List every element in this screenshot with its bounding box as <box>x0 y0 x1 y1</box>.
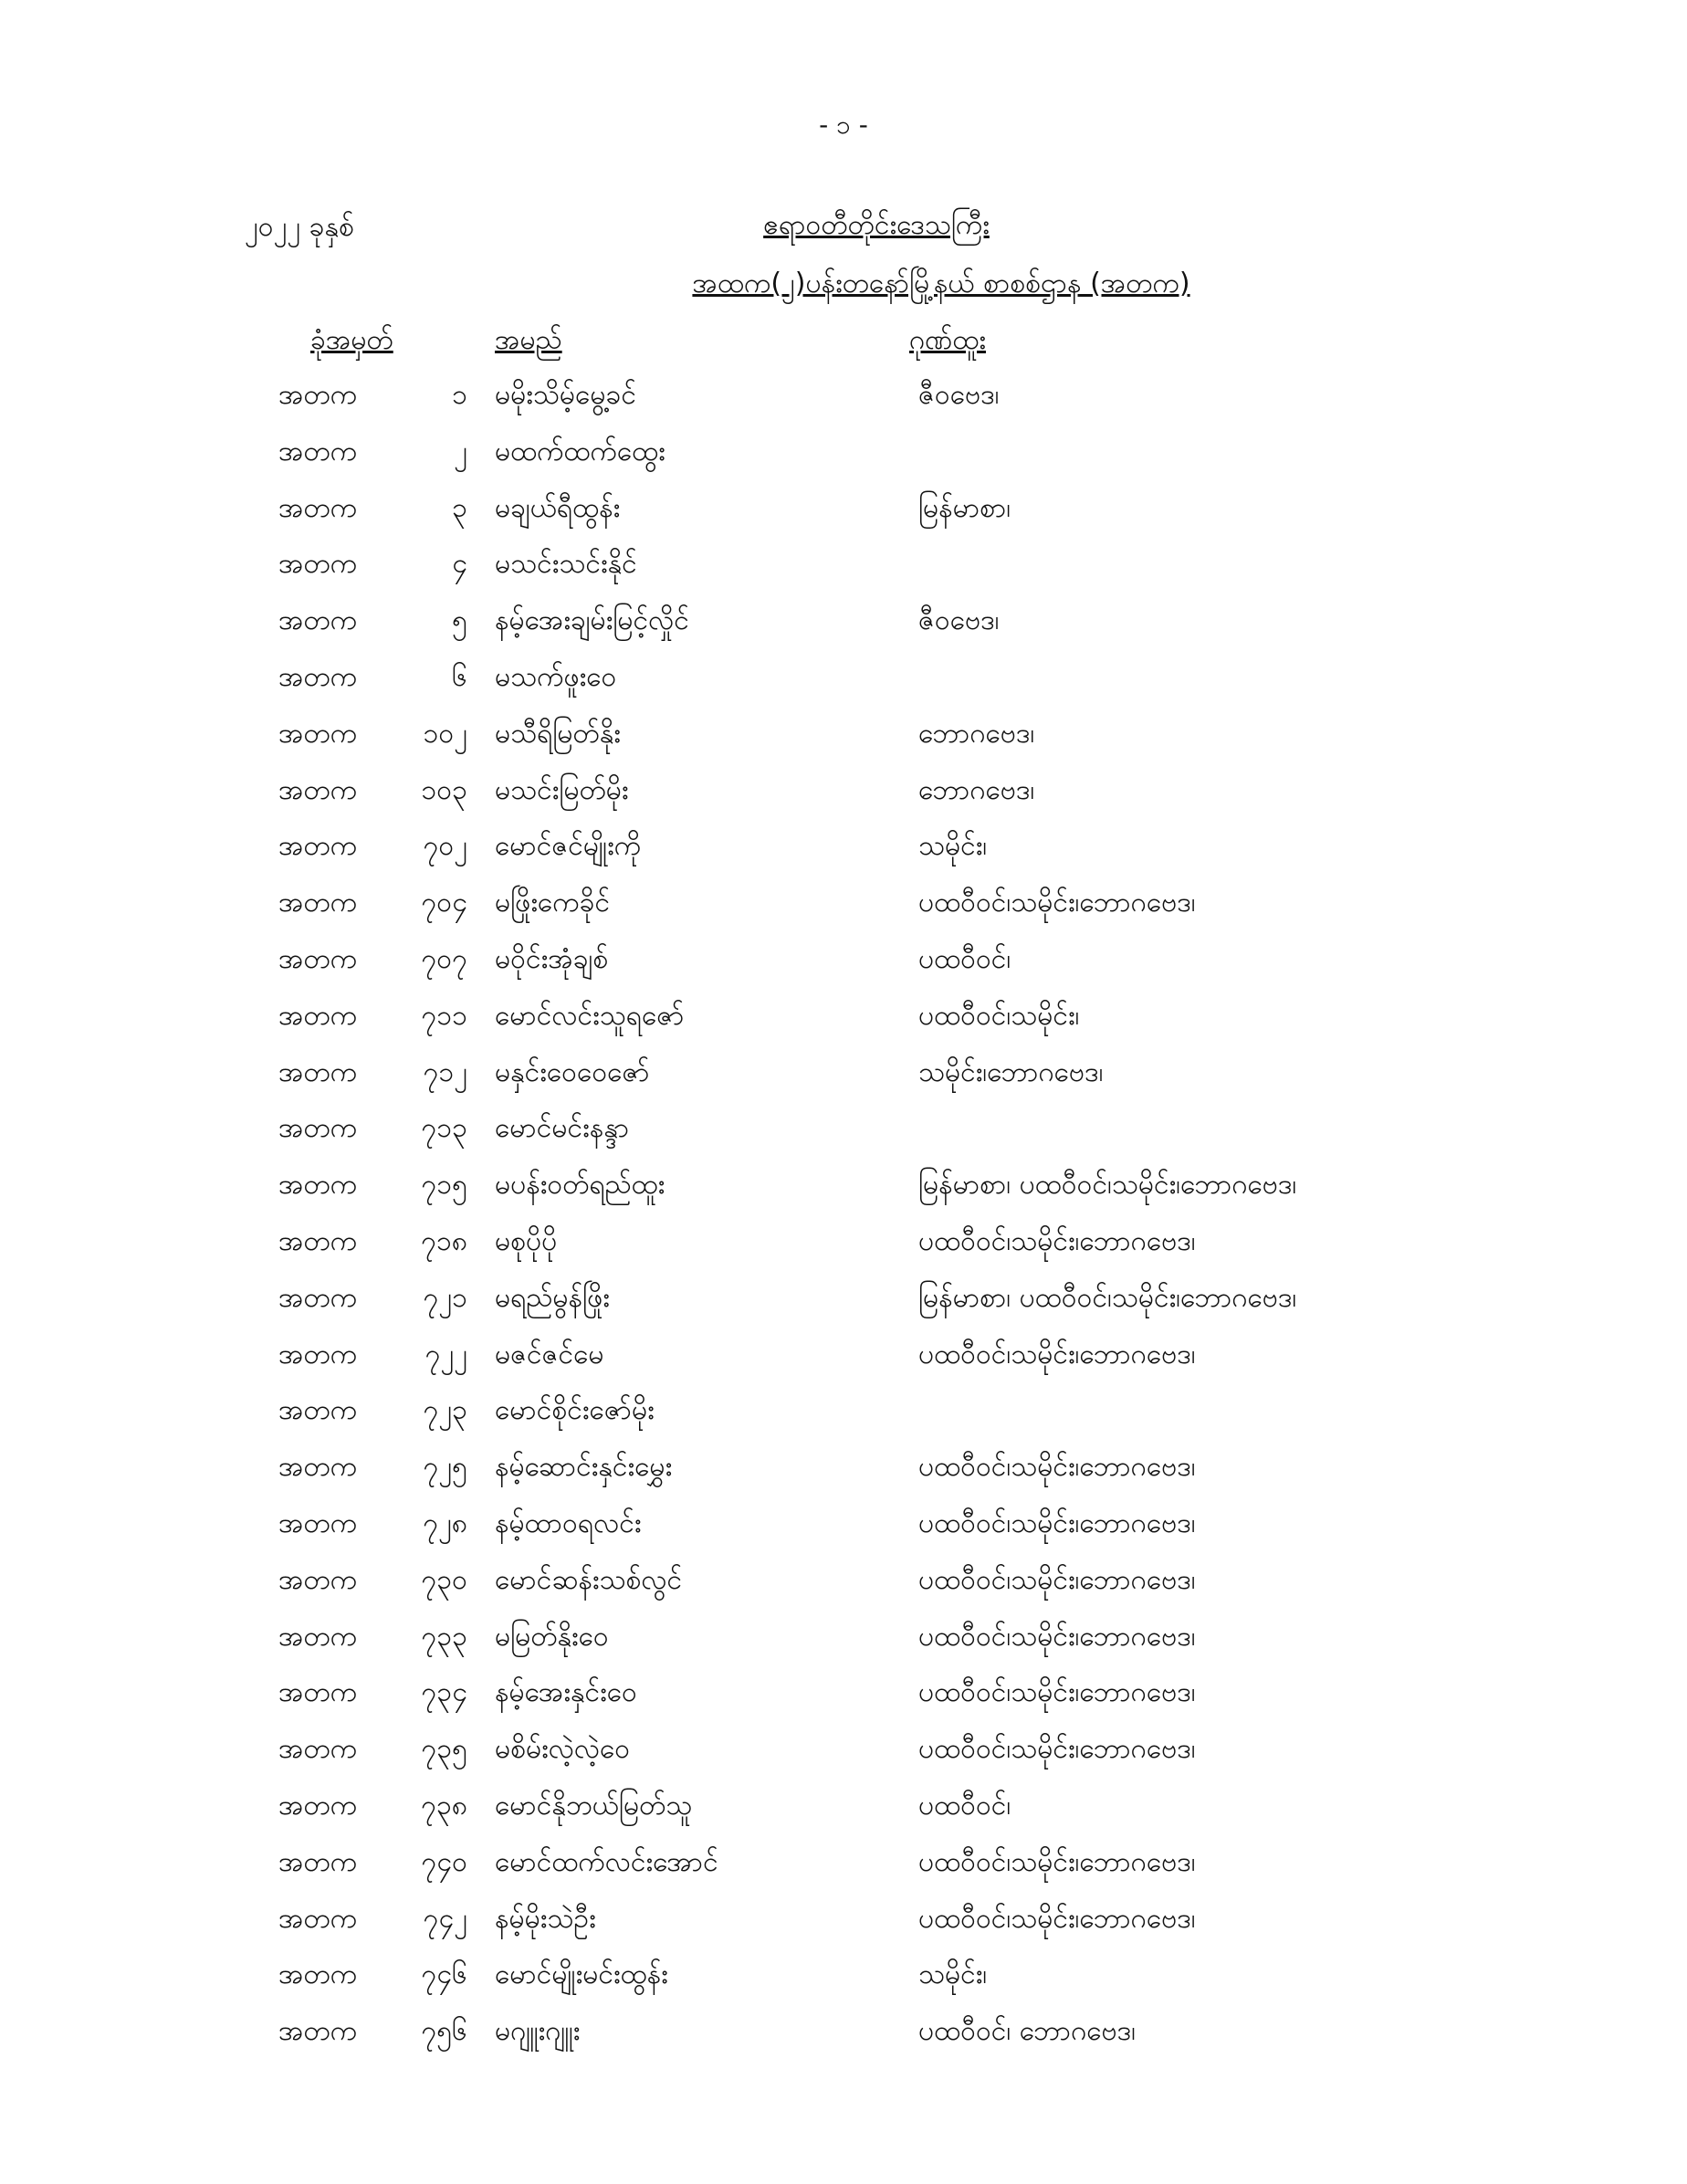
student-name: မောင်မင်းနန္ဒာ <box>495 1112 630 1145</box>
distinction-subjects: ပထဝီဝင်၊သမိုင်း၊ဘောဂဗေဒ၊ <box>918 1733 1196 1766</box>
student-name: မသင်းသင်းနိုင် <box>495 548 637 581</box>
roll-prefix: အတက <box>278 2015 358 2048</box>
table-row <box>0 1956 1687 2012</box>
roll-prefix: အတက <box>278 1112 358 1145</box>
roll-prefix: အတက <box>278 1394 358 1427</box>
distinction-subjects: သမိုင်း၊ <box>918 1958 988 1991</box>
roll-number: ၂ <box>454 435 467 467</box>
distinction-subjects: ပထဝီဝင်၊သမိုင်း၊ဘောဂဗေဒ၊ <box>918 1845 1196 1878</box>
table-row <box>0 772 1687 828</box>
student-name: မောင်ဇင်မျိုးကို <box>495 830 642 863</box>
roll-number: ၇၃၀ <box>421 1563 467 1596</box>
table-row <box>0 1391 1687 1448</box>
roll-number: ၇၃၅ <box>421 1733 467 1766</box>
distinction-subjects: သမိုင်း၊ <box>918 830 988 863</box>
roll-number: ၇၂၁ <box>423 1281 467 1314</box>
student-name: မသီရိမြတ်နိုး <box>495 717 621 750</box>
roll-number: ၇၁၈ <box>421 1224 467 1257</box>
roll-prefix: အတက <box>278 1733 358 1766</box>
student-name: မောင်နိုဘယ်မြတ်သူ <box>495 1789 693 1822</box>
table-row <box>0 1561 1687 1618</box>
table-row <box>0 489 1687 546</box>
distinction-subjects: ပထဝီဝင်၊သမိုင်း၊ဘောဂဗေဒ၊ <box>918 1563 1196 1596</box>
roll-prefix: အတက <box>278 1789 358 1822</box>
roll-prefix: အတက <box>278 942 358 975</box>
roll-prefix: အတက <box>278 1507 358 1539</box>
roll-prefix: အတက <box>278 1845 358 1878</box>
roll-number: ၇၃၃ <box>421 1620 467 1653</box>
roll-prefix: အတက <box>278 1055 358 1088</box>
page-number: - ၁ - <box>819 110 868 140</box>
results-list <box>0 376 1687 2069</box>
column-headers <box>0 321 1687 367</box>
roll-prefix: အတက <box>278 830 358 863</box>
table-row <box>0 940 1687 997</box>
distinction-subjects: ပထဝီဝင်၊သမိုင်း၊ဘောဂဗေဒ၊ <box>918 1224 1196 1257</box>
roll-number: ၇၁၂ <box>423 1055 467 1088</box>
student-name: မစိမ်းလဲ့လဲ့ဝေ <box>495 1733 631 1766</box>
distinction-subjects: ပထဝီဝင်၊သမိုင်း၊ဘောဂဗေဒ၊ <box>918 887 1196 919</box>
roll-prefix: အတက <box>278 491 358 524</box>
table-row <box>0 2012 1687 2069</box>
roll-number: ၇၀၄ <box>421 887 467 919</box>
table-row <box>0 1787 1687 1843</box>
roll-number: ၁၀၂ <box>423 717 467 750</box>
student-name: မချယ်ရီထွန်း <box>495 491 621 524</box>
distinction-subjects: ပထဝီဝင်၊သမိုင်း၊ဘောဂဗေဒ၊ <box>918 1676 1196 1709</box>
student-name: မမြတ်နိုးဝေ <box>495 1620 609 1653</box>
student-name: မမိုးသိမ့်မွေ့ခင် <box>495 379 636 411</box>
roll-prefix: အတက <box>278 1563 358 1596</box>
roll-prefix: အတက <box>278 999 358 1032</box>
student-name: မဝိုင်းအုံချစ် <box>495 942 609 975</box>
roll-number: ၇၃၈ <box>421 1789 467 1822</box>
table-row <box>0 1674 1687 1730</box>
roll-number: ၇၁၁ <box>421 999 467 1032</box>
student-name: မပန်းဝတ်ရည်ထူး <box>495 1169 665 1202</box>
table-row <box>0 545 1687 602</box>
table-row <box>0 1166 1687 1223</box>
distinction-subjects: ဇီဝဗေဒ၊ <box>918 379 1000 411</box>
roll-number: ၇၂၂ <box>424 1338 467 1370</box>
distinction-subjects: ဘောဂဗေဒ၊ <box>918 717 1035 750</box>
roll-prefix: အတက <box>278 548 358 581</box>
table-row <box>0 1730 1687 1787</box>
student-name: မဂျူးဂျူး <box>495 2015 581 2048</box>
distinction-subjects: မြန်မာစာ၊ <box>918 491 1011 524</box>
table-row <box>0 715 1687 772</box>
distinction-subjects: ဇီဝဗေဒ၊ <box>918 604 1000 637</box>
roll-number: ၁ <box>452 379 467 411</box>
roll-prefix: အတက <box>278 717 358 750</box>
roll-prefix: အတက <box>278 1902 358 1935</box>
roll-prefix: အတက <box>278 1281 358 1314</box>
distinction-subjects: ပထဝီဝင်၊သမိုင်း၊ဘောဂဗေဒ၊ <box>918 1902 1196 1935</box>
table-row <box>0 1900 1687 1957</box>
roll-prefix: အတက <box>278 1169 358 1202</box>
roll-number: ၇၀၂ <box>423 830 467 863</box>
table-row <box>0 1279 1687 1336</box>
roll-number: ၇၁၅ <box>421 1169 467 1202</box>
exam-year: ၂၀၂၂ ခုနှစ် <box>245 211 354 243</box>
table-row <box>0 1336 1687 1392</box>
student-name: မောင်ဆန်းသစ်လွင် <box>495 1563 683 1596</box>
column-header-subjects: ဂုဏ်ထူး <box>909 324 986 356</box>
roll-number: ၃ <box>452 491 467 524</box>
student-name: မရည်မွန်ဖြိုး <box>495 1281 610 1314</box>
roll-number: ၄ <box>452 548 467 581</box>
student-name: မနှင်းဝေဝေဇော် <box>495 1055 650 1088</box>
roll-prefix: အတက <box>278 1451 358 1484</box>
student-name: မဇင်ဇင်မေ <box>495 1338 604 1370</box>
table-row <box>0 658 1687 715</box>
roll-number: ၇၅၆ <box>421 2015 467 2048</box>
roll-number: ၇၂၅ <box>423 1451 467 1484</box>
table-row <box>0 1223 1687 1279</box>
column-header-roll: ခုံအမှတ် <box>310 324 393 356</box>
roll-prefix: အတက <box>278 887 358 919</box>
distinction-subjects: ပထဝီဝင်၊ <box>918 942 1011 975</box>
student-name: မစုပိုပို <box>495 1224 558 1257</box>
student-name: မောင်ထက်လင်းအောင် <box>495 1845 718 1878</box>
distinction-subjects: ဘောဂဗေဒ၊ <box>918 773 1035 806</box>
roll-prefix: အတက <box>278 379 358 411</box>
table-row <box>0 433 1687 489</box>
roll-prefix: အတက <box>278 604 358 637</box>
student-name: နမ့်ထာဝရလင်း <box>495 1507 642 1539</box>
roll-number: ၆ <box>452 660 467 693</box>
student-name: မသက်ဖူးဝေ <box>495 660 617 693</box>
roll-number: ၇၄၂ <box>423 1902 467 1935</box>
exam-center-title: အထက(၂)ပန်းတနော်မြို့နယ် စာစစ်ဌာန (အတက) <box>692 268 1190 299</box>
table-row <box>0 1843 1687 1900</box>
roll-number: ၇၄၀ <box>421 1845 467 1878</box>
roll-number: ၇၂၈ <box>423 1507 467 1539</box>
table-row <box>0 884 1687 940</box>
roll-number: ၇၂၃ <box>423 1394 467 1427</box>
student-name: မောင်မျိုးမင်းထွန်း <box>495 1958 668 1991</box>
roll-number: ၁၀၃ <box>421 773 467 806</box>
student-name: နမ့်မိုးသဲဦး <box>495 1902 596 1935</box>
region-title: ဧရာဝတီတိုင်းဒေသကြီး <box>763 209 990 241</box>
distinction-subjects: ပထဝီဝင်၊သမိုင်း၊ဘောဂဗေဒ၊ <box>918 1451 1196 1484</box>
distinction-subjects: ပထဝီဝင်၊သမိုင်း၊ဘောဂဗေဒ၊ <box>918 1620 1196 1653</box>
table-row <box>0 1054 1687 1110</box>
distinction-subjects: ပထဝီဝင်၊ ဘောဂဗေဒ၊ <box>918 2015 1137 2048</box>
roll-number: ၇၄၆ <box>421 1958 467 1991</box>
student-name: နမ့်အေးချမ်းမြင့်လှိုင် <box>495 604 689 637</box>
distinction-subjects: ပထဝီဝင်၊ <box>918 1789 1011 1822</box>
distinction-subjects: ပထဝီဝင်၊သမိုင်း၊ဘောဂဗေဒ၊ <box>918 1507 1196 1539</box>
table-row <box>0 602 1687 658</box>
roll-prefix: အတက <box>278 773 358 806</box>
roll-prefix: အတက <box>278 435 358 467</box>
roll-number: ၇၃၄ <box>421 1676 467 1709</box>
student-name: မောင်စိုင်းဇော်မိုး <box>495 1394 655 1427</box>
table-row <box>0 997 1687 1054</box>
student-name: မထက်ထက်ထွေး <box>495 435 665 467</box>
student-name: မသင်းမြတ်မိုး <box>495 773 629 806</box>
distinction-subjects: ပထဝီဝင်၊သမိုင်း၊ဘောဂဗေဒ၊ <box>918 1338 1196 1370</box>
roll-prefix: အတက <box>278 1224 358 1257</box>
table-row <box>0 1505 1687 1561</box>
distinction-subjects: မြန်မာစာ၊ ပထဝီဝင်၊သမိုင်း၊ဘောဂဗေဒ၊ <box>918 1169 1297 1202</box>
table-row <box>0 827 1687 884</box>
table-row <box>0 1618 1687 1675</box>
student-name: နမ့်ဆောင်းနှင်းမွှေး <box>495 1451 673 1484</box>
column-header-name: အမည် <box>495 324 562 356</box>
table-row <box>0 1448 1687 1505</box>
distinction-subjects: ပထဝီဝင်၊သမိုင်း၊ <box>918 999 1080 1032</box>
distinction-subjects: မြန်မာစာ၊ ပထဝီဝင်၊သမိုင်း၊ဘောဂဗေဒ၊ <box>918 1281 1297 1314</box>
student-name: မောင်လင်းသူရဇော် <box>495 999 685 1032</box>
roll-prefix: အတက <box>278 660 358 693</box>
roll-number: ၇၀၇ <box>421 942 467 975</box>
student-name: နမ့်အေးနှင်းဝေ <box>495 1676 637 1709</box>
roll-prefix: အတက <box>278 1958 358 1991</box>
roll-number: ၅ <box>452 604 467 637</box>
table-row <box>0 1109 1687 1166</box>
roll-number: ၇၁၃ <box>421 1112 467 1145</box>
roll-prefix: အတက <box>278 1338 358 1370</box>
table-row <box>0 376 1687 433</box>
roll-prefix: အတက <box>278 1676 358 1709</box>
roll-prefix: အတက <box>278 1620 358 1653</box>
student-name: မဖြိုးကေခိုင် <box>495 887 611 919</box>
distinction-subjects: သမိုင်း၊ဘောဂဗေဒ၊ <box>918 1055 1104 1088</box>
